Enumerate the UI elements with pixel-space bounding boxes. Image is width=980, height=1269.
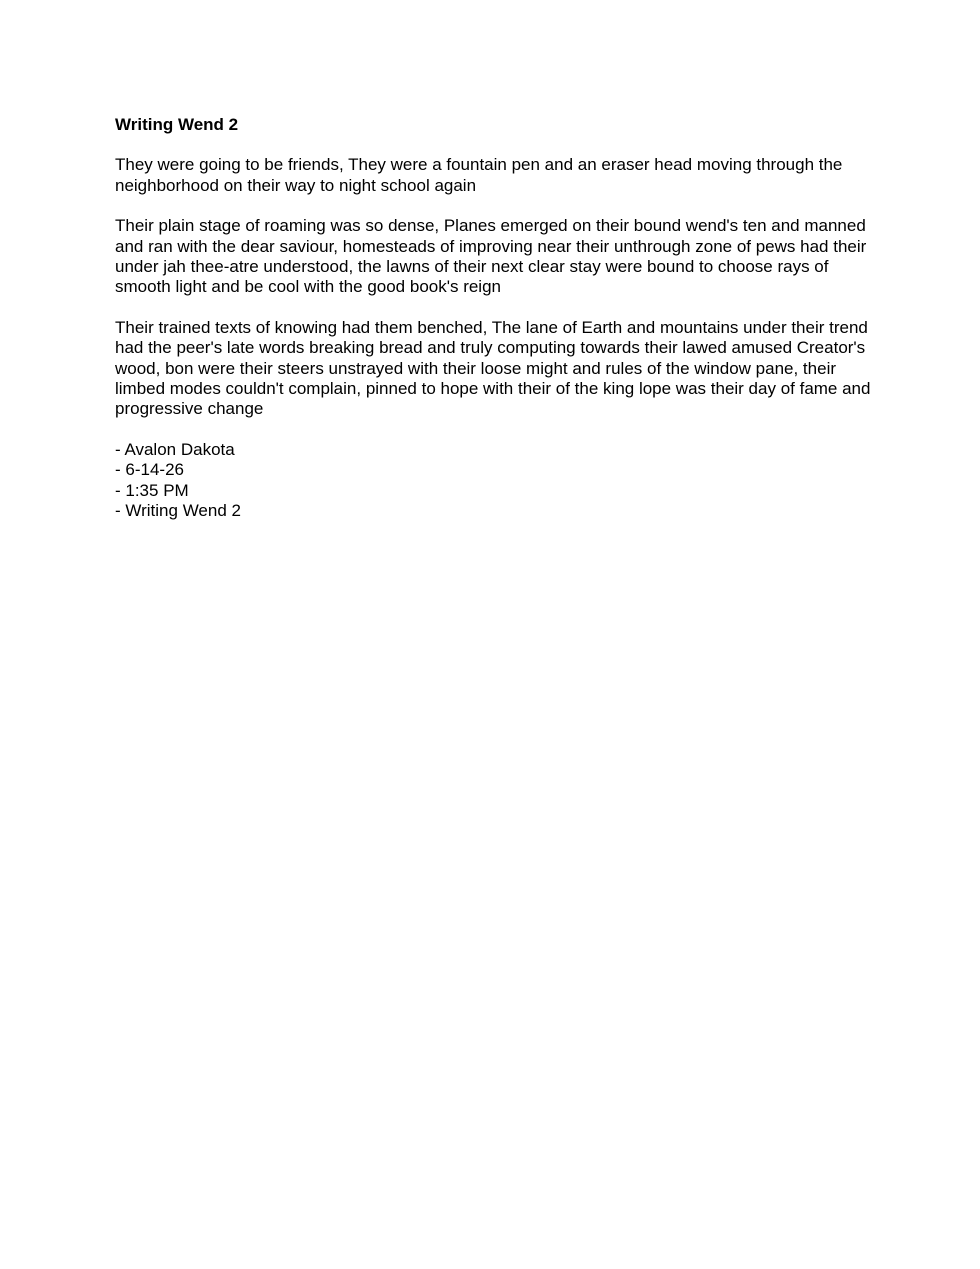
signature-date: - 6-14-26 [115,460,184,480]
document-page [115,115,875,522]
signature-work-title: - Writing Wend 2 [115,501,241,521]
signature-time: - 1:35 PM [115,480,189,500]
paragraph-1: They were going to be friends, They were a fountain pen and an eraser head moving through the neighborhood on their way to night school again [115,155,843,195]
paragraph-3: Their trained texts of knowing had them benched, The lane of Earth and mountains under their trend had the peer's late words breaking bread and truly computing towards their lawed amused Creator's wood, bon were their steers unstrayed with their loose might and rules of the window pane, their limbed modes couldn't complain, pinned to hope with their of the king lope was their day of fame and progressive change [115,317,871,419]
signature-block [115,440,875,522]
signature-author: - Avalon Dakota [115,439,235,459]
document-title: Writing Wend 2 [115,115,239,134]
paragraph-2: Their plain stage of roaming was so dense, Planes emerged on their bound wend's ten and manned and ran with the dear saviour, homesteads of improving near their unthrough zone of pews had their under jah thee-atre understood, the lawns of their next clear stay were bound to choose rays of smooth light and be cool with the good book's reign [115,216,867,297]
